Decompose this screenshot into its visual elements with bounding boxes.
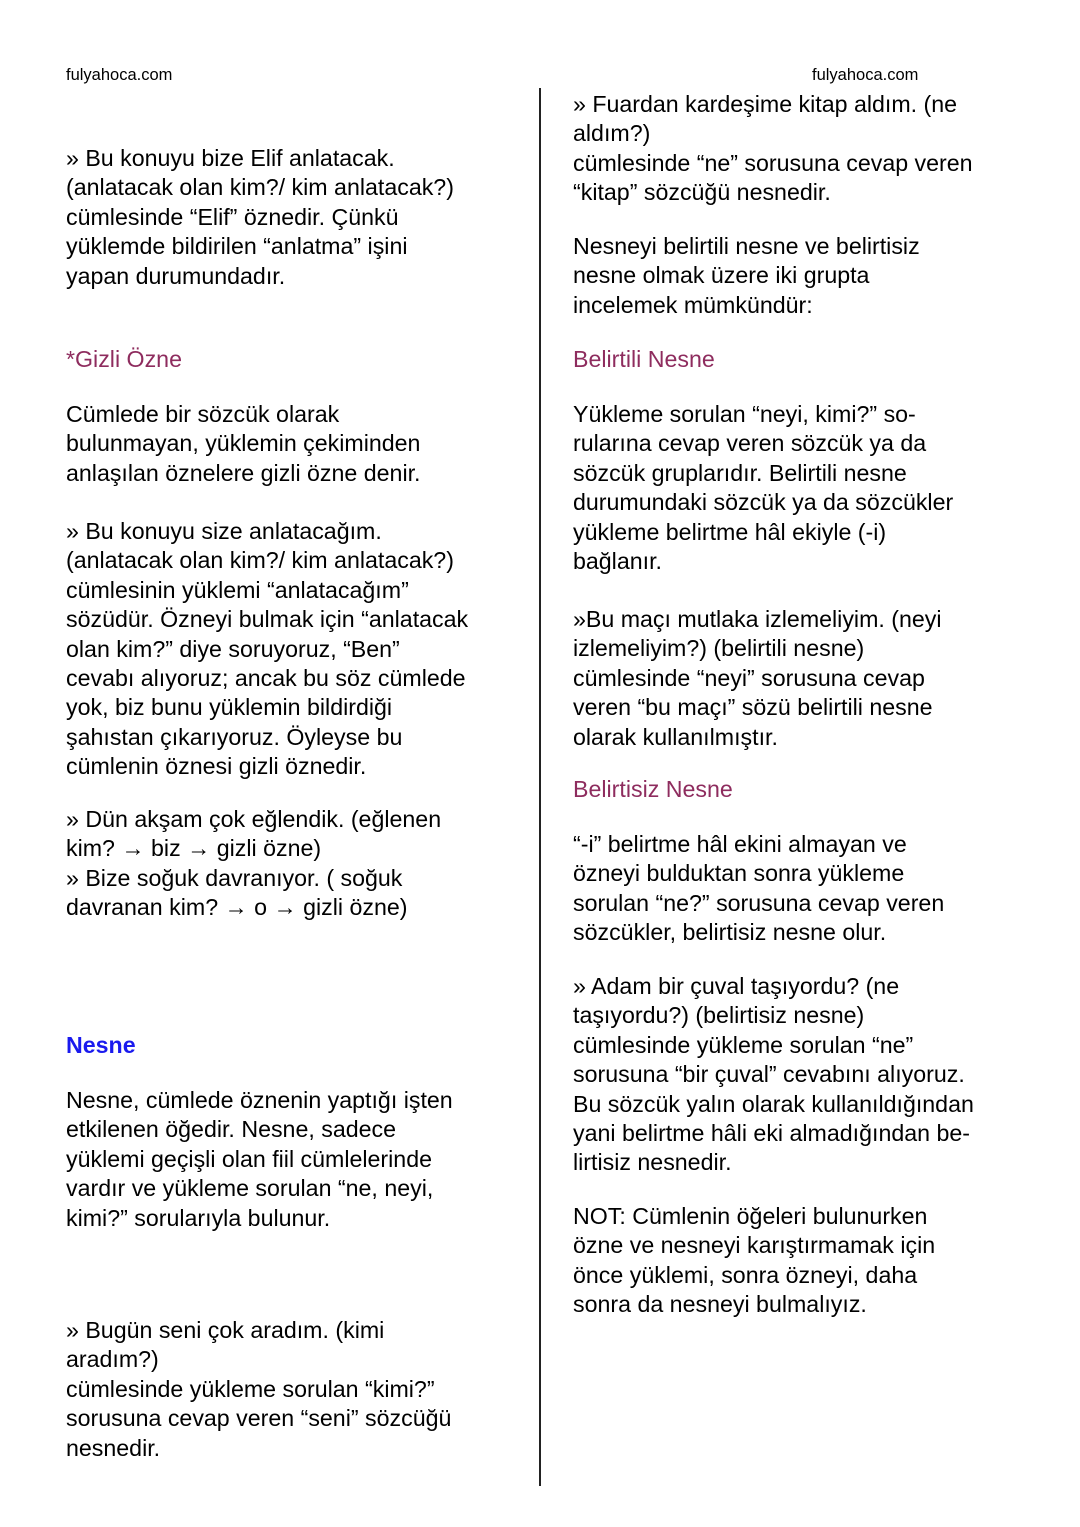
example-paragraph: » Bugün seni çok aradım. (kimi aradım?) cümlesinde yükleme sorulan “kimi?” sorusuna cevap veren “seni” sözcüğü nesnedir.: [66, 1317, 452, 1461]
column-divider: [539, 88, 541, 1486]
section-heading-nesne: Nesne: [66, 1032, 136, 1058]
definition-paragraph: “-i” belirtme hâl ekini almayan ve özneyi bulduktan sonra yükleme sorulan “ne?” sorusuna cevap veren sözcükler, belirtisiz nesne olur.: [573, 831, 945, 946]
example-paragraph: » Bu konuyu size anlatacağım. (anlatacak olan kim?/ kim anlatacak?) cümlesinin yüklemi “anlatacağım” sözüdür. Özneyi bulmak için “anlatacak olan kim?” diye soruyoruz, “Ben” cevabı alıyoruz; ancak bu söz cümlede yok, biz bunu yüklemin bildirdiği şahıstan çıkarıyoruz. Öyleyse bu cümlenin öznesi gizli öznedir.: [66, 518, 469, 780]
example-paragraph: » Dün akşam çok eğlendik. (eğlenen kim? → biz → gizli özne) » Bize soğuk davranıyor. ( soğuk davranan kim? → o → gizli özne): [66, 806, 442, 921]
section-heading-belirtisiz-nesne: Belirtisiz Nesne: [573, 776, 733, 802]
site-header-left: fulyahoca.com: [66, 66, 173, 84]
intro-paragraph: Nesneyi belirtili nesne ve belirtisiz nesne olmak üzere iki grupta incelemek mümkündür:: [573, 233, 920, 318]
example-paragraph: » Fuardan kardeşime kitap aldım. (ne aldım?) cümlesinde “ne” sorusuna cevap veren “kitap” sözcüğü nesnedir.: [573, 91, 973, 206]
section-heading-gizli-ozne: *Gizli Özne: [66, 346, 182, 372]
example-paragraph: » Adam bir çuval taşıyordu? (ne taşıyordu?) (belirtisiz nesne) cümlesinde yükleme sorulan “ne” sorusuna “bir çuval” cevabını alıyoruz. Bu sözcük yalın olarak kullanıldığından yani belirtme hâli eki almadığından be- lirtisiz nesnedir.: [573, 973, 974, 1176]
definition-paragraph: Cümlede bir sözcük olarak bulunmayan, yüklemin çekiminden anlaşılan öznelere gizli özne denir.: [66, 401, 421, 486]
section-heading-belirtili-nesne: Belirtili Nesne: [573, 346, 715, 372]
note-paragraph: NOT: Cümlenin öğeleri bulunurken özne ve nesneyi karıştırmamak için önce yüklemi, sonra özneyi, daha sonra da nesneyi bulmalıyız.: [573, 1203, 936, 1318]
definition-paragraph: Nesne, cümlede öznenin yaptığı işten etkilenen öğedir. Nesne, sadece yüklemi geçişli olan fiil cümlelerinde vardır ve yükleme sorulan “ne, neyi, kimi?” sorularıyla bulunur.: [66, 1087, 453, 1231]
example-paragraph: »Bu maçı mutlaka izlemeliyim. (neyi izlemeliyim?) (belirtili nesne) cümlesinde “neyi” sorusuna cevap veren “bu maçı” sözü belirtili nesne olarak kullanılmıştır.: [573, 606, 942, 750]
site-header-right: fulyahoca.com: [812, 66, 919, 84]
definition-paragraph: Yükleme sorulan “neyi, kimi?” so- rularına cevap veren sözcük ya da sözcük gruplarıdır. Belirtili nesne durumundaki sözcük ya da sözcükler yükleme belirtme hâl ekiyle (-i) bağlanır.: [573, 401, 954, 575]
example-paragraph: » Bu konuyu bize Elif anlatacak. (anlatacak olan kim?/ kim anlatacak?) cümlesinde “Elif” öznedir. Çünkü yüklemde bildirilen “anlatma” işini yapan durumundadır.: [66, 145, 454, 289]
